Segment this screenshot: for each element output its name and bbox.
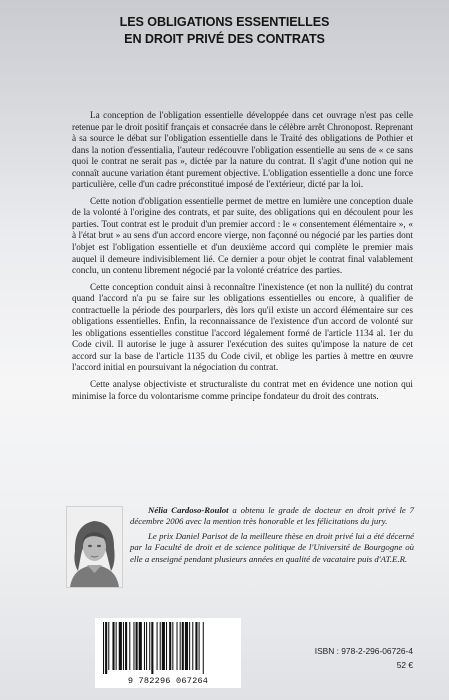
book-title (0, 14, 449, 48)
author-bio (130, 505, 414, 568)
author-bio-paragraph-2: Le prix Daniel Parisot de la meilleure thèse en droit privé lui a été décerné par la Faculté de droit et de science politique de l'Université de Bourgogne où elle a enseigné pendant plusieurs années en qualité de vacataire puis d'AT.E.R. (130, 530, 414, 564)
author-bio-paragraph-1 (130, 505, 414, 528)
price: 52 € (396, 660, 413, 670)
author-photo (66, 506, 123, 588)
title-line-2: EN DROIT PRIVÉ DES CONTRATS (124, 32, 325, 46)
summary-paragraph-4: Cette analyse objectiviste et structuraliste du contrat met en évidence une notion qui minimise la force du volontarisme comme principe fondateur du droit des contrats. (72, 380, 413, 402)
summary-text (72, 111, 413, 408)
summary-paragraph-3: Cette conception conduit ainsi à reconnaître l'inexistence (et non la nullité) du contrat quand l'accord n'a pu se faire sur les obligations essentielles ou encore, à qualifier de contractuelle la période des pourparlers, dès lors qu'il existe un accord élémentaire sur ces obligations essentielles. Enfin, la reconnaissance de l'existence d'un accord de volonté sur les obligations essentielles constitue l'accord légalement formé de l'article 1134 al. 1er du Code civil. Il autorise le juge à assurer l'exécution des suites qu'impose la nature de cet accord sur la base de l'article 1135 du Code civil, et oblige les parties à mettre en œuvre l'accord initial en poursuivant la négociation du contrat. (72, 282, 413, 374)
author-name: Nélia Cardoso-Roulot (148, 505, 229, 515)
summary-paragraph-1: La conception de l'obligation essentielle développée dans cet ouvrage n'est pas celle retenue par le droit positif français et consacrée dans le célèbre arrêt Chronopost. Reprenant à sa source le débat sur l'obligation essentielle dans le Traité des obligations de Pothier et dans la notion d'essentialia, l'auteur redécouvre l'obligation essentielle au sens de « ce sans quoi le contrat ne serait pas », dictée par la nature du contrat. Il s'agit d'une notion qui ne connaît aucune variation étant purement objective. L'obligation essentielle a donc une force particulière, celle d'un cadre préconstitué imposé de l'extérieur, dicté par la loi. (72, 111, 413, 191)
barcode-bars-icon (95, 618, 241, 676)
barcode-digits: 9 782296 067264 (127, 676, 209, 686)
isbn: ISBN : 978-2-296-06726-4 (314, 646, 413, 656)
author-portrait-icon (67, 507, 122, 587)
title-line-1: LES OBLIGATIONS ESSENTIELLES (119, 15, 330, 29)
summary-paragraph-2: Cette notion d'obligation essentielle permet de mettre en lumière une conception duale de la volonté à l'origine des contrats, et par suite, des obligations qui en découlent pour les parties. Tout contrat est le produit d'un premier accord : le « consentement élémentaire », « à l'état brut » au sens d'un accord encore vierge, non façonné ou négocié par les parties dont l'objet est l'obligation essentielle et d'un deuxième accord qui complète le premier mais auquel il demeure indivisiblement lié. Ce dernier a pour objet le contrat final valablement conclu, un contenu librement négocié par la volonté créatrice des parties. (72, 196, 413, 277)
author-bio-text-1: a obtenu le grade de docteur en droit privé le 7 décembre 2006 avec la mention très honorable et les félicitations du jury. (130, 505, 414, 527)
barcode (95, 618, 241, 688)
